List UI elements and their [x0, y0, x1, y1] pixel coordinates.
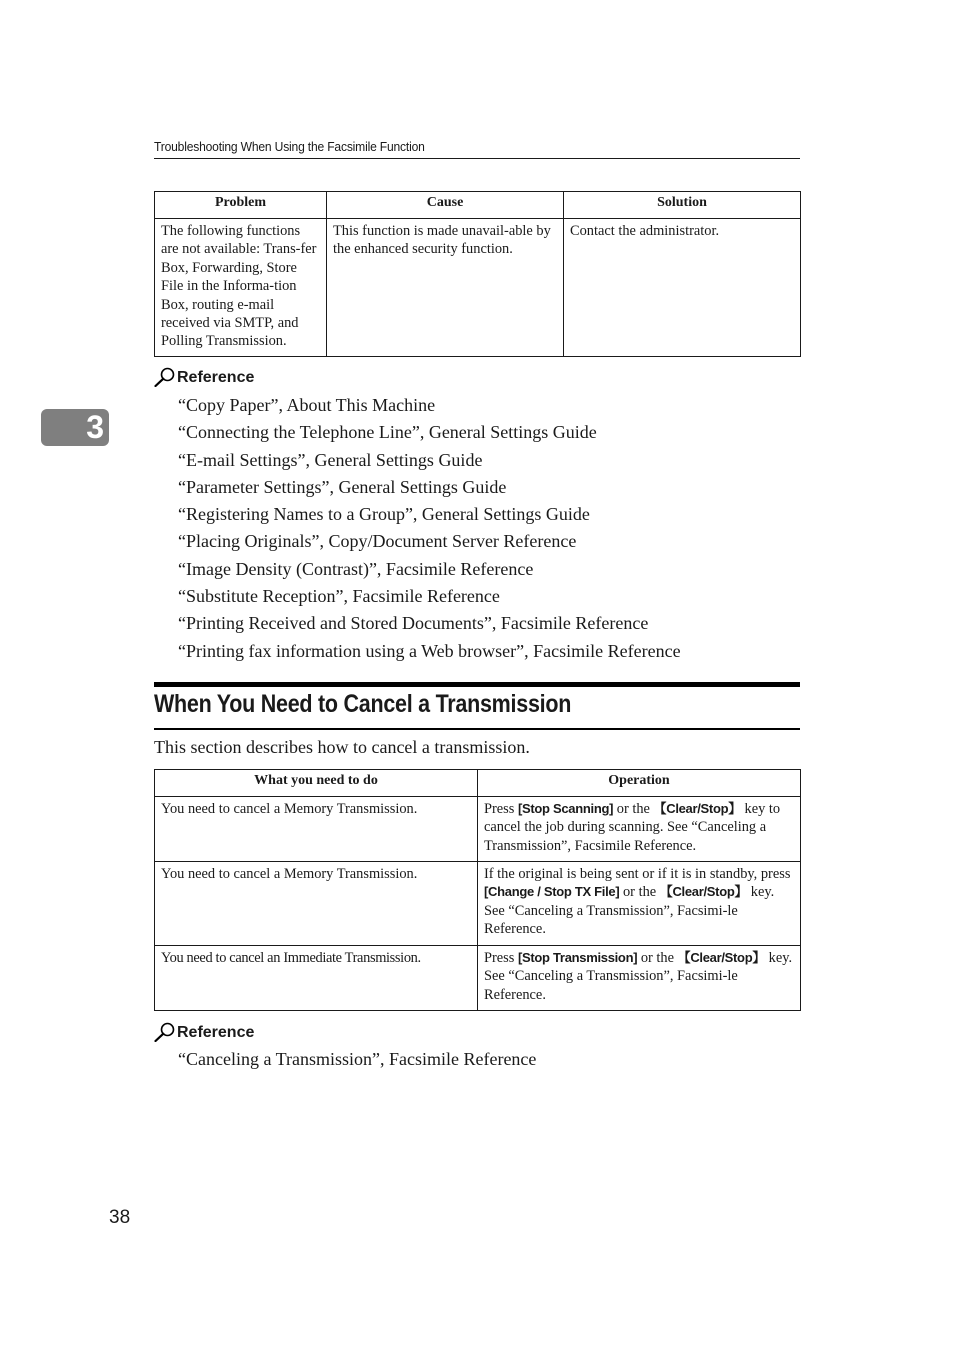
table-header-row: [155, 770, 801, 797]
reference-heading: [154, 1022, 254, 1042]
reference-item: “Connecting the Telephone Line”, General Settings Guide: [178, 422, 597, 443]
operation-cell: [478, 946, 801, 1011]
stop-transmission-key: [Stop Transmission]: [517, 950, 638, 965]
clear-stop-key: 【Clear/Stop】: [653, 801, 741, 816]
operation-text: Press: [484, 801, 518, 817]
problem-table: [154, 191, 801, 357]
section-rule: [154, 728, 800, 730]
table-row: [155, 219, 801, 357]
column-header-operation: Operation: [478, 770, 801, 797]
reference-item: “Substitute Reception”, Facsimile Reference: [178, 586, 500, 607]
running-header: Troubleshooting When Using the Facsimile Function: [154, 139, 425, 154]
need-cell: You need to cancel an Immediate Transmission.: [155, 946, 478, 1011]
cancel-table: [154, 769, 801, 1011]
need-cell: You need to cancel a Memory Transmission.: [155, 797, 478, 862]
reference-item: “E-mail Settings”, General Settings Guide: [178, 449, 483, 470]
reference-item: “Placing Originals”, Copy/Document Server Reference: [178, 531, 577, 552]
reference-item: “Image Density (Contrast)”, Facsimile Reference: [178, 558, 534, 579]
cause-cell: This function is made unavail-able by the enhanced security function.: [327, 219, 564, 357]
reference-item: “Parameter Settings”, General Settings Guide: [178, 476, 507, 497]
reference-list: [178, 394, 681, 667]
problem-cell: The following functions are not available: Trans-fer Box, Forwarding, Store File in the Informa-tion Box, routing e-mail received via SMTP, and Polling Transmission.: [155, 219, 327, 357]
solution-cell: Contact the administrator.: [564, 219, 801, 357]
clear-stop-key: 【Clear/Stop】: [677, 950, 766, 965]
operation-text: or the: [619, 884, 660, 901]
magnifier-icon: [154, 367, 177, 387]
header-rule: [154, 158, 800, 159]
table-row: [155, 946, 801, 1011]
page-number: 38: [109, 1207, 131, 1228]
operation-text: key to cancel the job during scanning. See “Canceling a Transmission”, Facsimile Reference.: [484, 801, 781, 854]
reference-item: “Printing fax information using a Web browser”, Facsimile Reference: [178, 640, 681, 661]
reference-list: [178, 1048, 536, 1075]
operation-text: or the: [637, 950, 678, 966]
column-header-solution: Solution: [564, 192, 801, 219]
operation-text: key. See “Canceling a Transmission”, Facsimi-le Reference.: [484, 884, 775, 938]
operation-text: key. See “Canceling a Transmission”, Facsimi-le Reference.: [484, 950, 793, 1003]
change-stop-tx-file-key: [Change / Stop TX File]: [484, 884, 620, 900]
section-intro: This section describes how to cancel a transmission.: [154, 737, 530, 757]
reference-item: “Printing Received and Stored Documents”, Facsimile Reference: [178, 613, 649, 634]
need-cell: You need to cancel a Memory Transmission.: [155, 862, 478, 946]
column-header-cause: Cause: [327, 192, 564, 219]
clear-stop-key: 【Clear/Stop】: [659, 884, 748, 900]
operation-text: Press: [484, 950, 518, 966]
reference-item: “Canceling a Transmission”, Facsimile Reference: [178, 1049, 537, 1069]
chapter-number: 3: [86, 409, 104, 445]
operation-cell: [478, 797, 801, 862]
table-header-row: [155, 192, 801, 219]
reference-item: “Copy Paper”, About This Machine: [178, 395, 436, 415]
reference-item: “Registering Names to a Group”, General Settings Guide: [178, 504, 590, 525]
reference-heading-label: Reference: [177, 1024, 255, 1041]
operation-text: or the: [613, 801, 654, 817]
section-top-bar: [154, 682, 800, 687]
column-header-problem: Problem: [155, 192, 327, 219]
reference-heading-label: Reference: [177, 369, 255, 386]
operation-text: If the original is being sent or if it is in standby, press: [484, 866, 791, 882]
chapter-tab: [41, 409, 109, 446]
section-title: When You Need to Cancel a Transmission: [154, 690, 572, 718]
operation-cell: [478, 862, 801, 946]
table-row: [155, 862, 801, 946]
stop-scanning-key: [Stop Scanning]: [517, 801, 614, 816]
reference-heading: [154, 367, 254, 387]
table-row: [155, 797, 801, 862]
magnifier-icon: [154, 1022, 177, 1042]
column-header-what: What you need to do: [155, 770, 478, 797]
